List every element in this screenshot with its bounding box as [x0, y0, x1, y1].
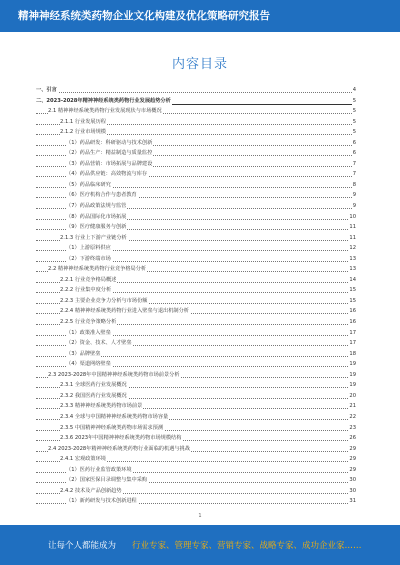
- toc-entry[interactable]: [36, 254, 356, 265]
- toc-entry[interactable]: [36, 391, 356, 402]
- toc-entry-title: （2）资金、技术、人才壁垒: [66, 338, 133, 349]
- toc-entry-title: （2）国家医保目录调整与集中采购: [66, 475, 148, 486]
- toc-entry-title: 一、引言: [36, 85, 58, 96]
- toc-entry-page: 18: [348, 349, 356, 360]
- toc-entry-title: （9）医疗健康服务与创新: [66, 222, 127, 233]
- toc-entry-title: （2）下游终端市场: [66, 254, 112, 265]
- toc-entry[interactable]: [36, 138, 356, 149]
- toc-entry-page: 13: [348, 254, 356, 265]
- toc-entry[interactable]: [36, 338, 356, 349]
- toc-entry-title: （7）药品政策法规与监管: [66, 201, 127, 212]
- toc-entry-title: 2.3.2 我国医药行业发展概况: [60, 391, 128, 402]
- toc-entry[interactable]: [36, 212, 356, 223]
- toc-entry-title: 2.4.1 宏观政策环境: [60, 454, 107, 465]
- toc-entry-title: 2.4 2023-2028年精神神经系统类药物行业面临的机遇与挑战: [48, 444, 191, 455]
- toc-entry[interactable]: [36, 465, 356, 476]
- toc-entry[interactable]: [36, 233, 356, 244]
- toc-entry-title: （2）药品生产：精益制造与质量监控: [66, 148, 153, 159]
- toc-entry-page: 20: [348, 391, 356, 402]
- toc-entry[interactable]: [36, 349, 356, 360]
- toc-entry-title: （5）药品临床研究: [66, 180, 112, 191]
- toc-entry[interactable]: [36, 85, 356, 96]
- toc-entry[interactable]: [36, 127, 356, 138]
- toc-entry[interactable]: [36, 296, 356, 307]
- toc-entry[interactable]: [36, 159, 356, 170]
- toc-entry-page: 29: [348, 465, 356, 476]
- toc-entry[interactable]: [36, 412, 356, 423]
- toc-entry[interactable]: [36, 201, 356, 212]
- toc-entry[interactable]: [36, 117, 356, 128]
- toc-entry-page: 6: [352, 148, 356, 159]
- toc-entry[interactable]: [36, 180, 356, 191]
- toc-entry-page: 21: [348, 401, 356, 412]
- toc-entry-title: （1）政策准入壁垒: [66, 328, 112, 339]
- toc-entry[interactable]: [36, 222, 356, 233]
- toc-entry[interactable]: [36, 486, 356, 497]
- toc-entry[interactable]: [36, 401, 356, 412]
- toc-entry-page: 19: [348, 370, 356, 381]
- toc-entry-page: 11: [348, 233, 356, 244]
- toc-entry-title: （6）医疗机构合作与患者教育: [66, 190, 138, 201]
- toc-entry-page: 10: [348, 212, 356, 223]
- toc-entry-title: 2.3.4 全球与中国精神神经系统类药物市场容量: [60, 412, 169, 423]
- report-title: 精神神经系统类药物企业文化构建及优化策略研究报告: [18, 10, 270, 22]
- toc-entry-title: 2.2.1 行业竞争格局概述: [60, 275, 117, 286]
- toc-entry-title: 2.2.3 主要企业竞争力分析与市场份额: [60, 296, 148, 307]
- toc-entry-title: 2.3.1 全球医药行业发展概况: [60, 380, 128, 391]
- toc-entry[interactable]: [36, 317, 356, 328]
- toc-entry[interactable]: [36, 96, 356, 107]
- table-of-contents: [36, 85, 356, 525]
- header-banner: [0, 0, 400, 32]
- toc-entry[interactable]: [36, 148, 356, 159]
- toc-entry-page: 17: [348, 328, 356, 339]
- toc-entry[interactable]: [36, 275, 356, 286]
- toc-entry[interactable]: [36, 169, 356, 180]
- toc-entry-page: 5: [352, 117, 356, 128]
- toc-entry-title: 2.2.4 精神神经系统类药物行业进入壁垒与退出机制分析: [60, 306, 190, 317]
- toc-entry-page: 15: [348, 285, 356, 296]
- toc-entry[interactable]: [36, 444, 356, 455]
- toc-entry-page: 26: [348, 433, 356, 444]
- toc-entry[interactable]: [36, 370, 356, 381]
- toc-entry-page: 7: [352, 169, 356, 180]
- toc-entry-page: 4: [352, 85, 356, 96]
- toc-entry-title: 2.3.6 2023年中国精神神经系统类药物市场规模结构: [60, 433, 182, 444]
- footer-tagline: 行业专家、管理专家、营销专家、战略专家、成功企业家……: [132, 541, 362, 551]
- toc-entry[interactable]: [36, 264, 356, 275]
- toc-entry-title: （4）药品供应链：高效物流与库存: [66, 169, 148, 180]
- toc-entry-page: 9: [352, 190, 356, 201]
- toc-entry[interactable]: [36, 423, 356, 434]
- toc-entry-title: 2.1.1 行业发展历程: [60, 117, 107, 128]
- toc-entry-page: 16: [348, 306, 356, 317]
- footer-slogan: 让每个人都能成为: [48, 541, 117, 551]
- toc-entry-page: 9: [352, 201, 356, 212]
- toc-entry[interactable]: [36, 285, 356, 296]
- toc-entry-title: （4）渠道网络壁垒: [66, 359, 112, 370]
- toc-entry-page: 19: [348, 359, 356, 370]
- toc-entry-title: （1）新药研发与技术创新进程: [66, 496, 138, 507]
- toc-entry-title: （8）药品国际化市场拓展: [66, 212, 127, 223]
- toc-entry-page: 7: [352, 159, 356, 170]
- toc-entry-page: 30: [348, 486, 356, 497]
- toc-entry-title: 2.4.2 技术及产品创新趋势: [60, 486, 123, 497]
- toc-entry-page: 12: [348, 243, 356, 254]
- toc-entry-page: 17: [348, 338, 356, 349]
- toc-entry-page: 11: [348, 222, 356, 233]
- toc-entry-page: 19: [348, 380, 356, 391]
- toc-entry-title: （3）药品营销：市场拓展与品牌建设: [66, 159, 153, 170]
- footer-banner: [0, 525, 400, 565]
- toc-entry-page: 5: [352, 96, 356, 107]
- toc-entry[interactable]: [36, 190, 356, 201]
- toc-entry[interactable]: [36, 359, 356, 370]
- toc-entry-page: 5: [352, 106, 356, 117]
- toc-entry[interactable]: [36, 106, 356, 117]
- toc-entry-title: （1）药品研发：科研驱动与技术创新: [66, 138, 153, 149]
- dot-leader: [36, 92, 356, 93]
- toc-entry[interactable]: [36, 380, 356, 391]
- toc-entry-title: （3）品牌壁垒: [66, 349, 101, 360]
- toc-entry-page: 6: [352, 138, 356, 149]
- toc-entry-page: 23: [348, 423, 356, 434]
- toc-entry-page: 22: [348, 412, 356, 423]
- toc-entry-page: 14: [348, 275, 356, 286]
- toc-entry-page: 5: [352, 127, 356, 138]
- toc-entry-title: 2.3.3 精神神经系统类药物市场前景: [60, 401, 143, 412]
- toc-entry-page: 15: [348, 296, 356, 307]
- toc-entry-page: 31: [348, 496, 356, 507]
- toc-entry-page: 29: [348, 444, 356, 455]
- toc-entry-title: 2.3 2023-2028年中国精神神经系统类药物市场前景分析: [48, 370, 181, 381]
- toc-entry-title: （1）上游原料供应: [66, 243, 112, 254]
- toc-entry[interactable]: [36, 454, 356, 465]
- toc-entry-title: 2.2 精神神经系统类药物行业竞争格局分析: [48, 264, 147, 275]
- toc-entry-page: 30: [348, 475, 356, 486]
- toc-entry-title: 二、2023-2028年精神神经系统类药物行业发展趋势分析: [36, 96, 172, 107]
- toc-entry-page: 8: [352, 180, 356, 191]
- toc-entry[interactable]: [36, 433, 356, 444]
- toc-entry[interactable]: [36, 243, 356, 254]
- toc-entry-title: 2.3.5 中国精神神经系统类药物市场需求预测: [60, 423, 164, 434]
- toc-entry[interactable]: [36, 328, 356, 339]
- page-number: 1: [198, 513, 202, 519]
- toc-entry[interactable]: [36, 306, 356, 317]
- toc-entry-title: 2.1 精神神经系统类药物行业发展现状与市场概况: [48, 106, 163, 117]
- toc-entry-title: 2.1.2 行业市场规模: [60, 127, 107, 138]
- toc-entry-title: （1）医药行业监管政策环境: [66, 465, 133, 476]
- toc-heading: 内容目录: [171, 57, 228, 72]
- toc-entry-page: 13: [348, 264, 356, 275]
- toc-entry[interactable]: [36, 496, 356, 507]
- toc-entry-title: 2.1.3 行业上下游产业链分析: [60, 233, 128, 244]
- toc-entry-page: 29: [348, 454, 356, 465]
- toc-entry-title: 2.2.5 行业竞争策略分析: [60, 317, 117, 328]
- toc-entry-page: 16: [348, 317, 356, 328]
- toc-entry[interactable]: [36, 475, 356, 486]
- toc-entry-title: 2.2.2 行业集中度分析: [60, 285, 112, 296]
